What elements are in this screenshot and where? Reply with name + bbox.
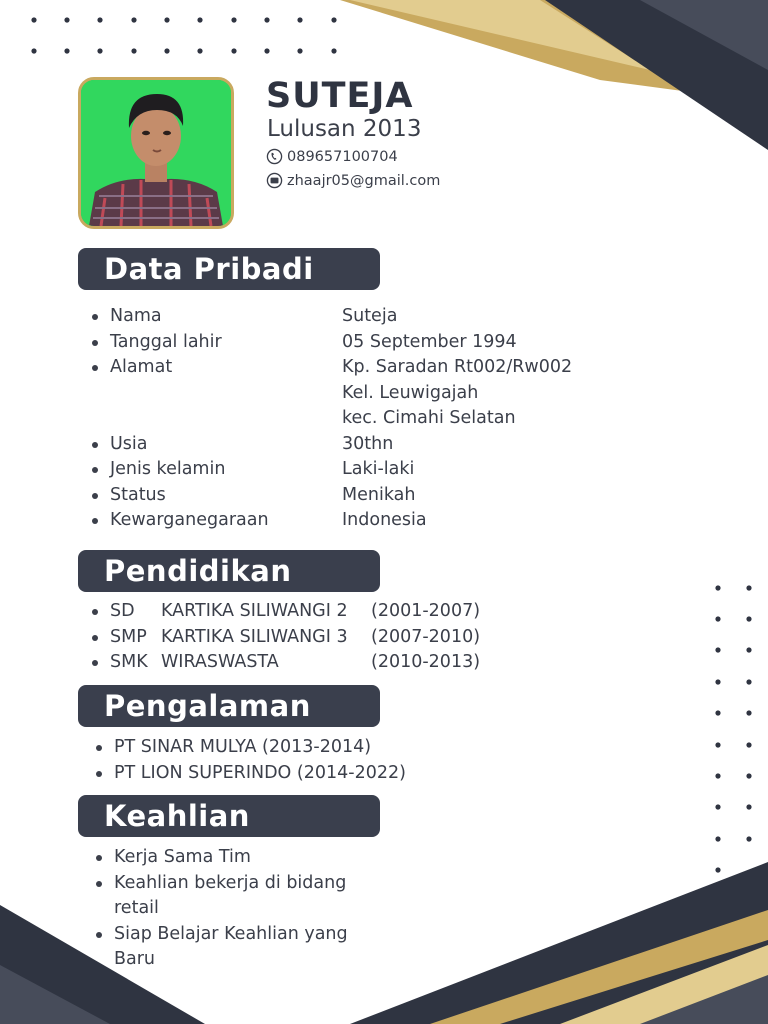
experience-list bbox=[92, 735, 406, 786]
list-item: Kerja Sama Tim bbox=[92, 845, 348, 871]
phone-row bbox=[266, 148, 398, 165]
skills-list bbox=[92, 845, 348, 973]
section-header-education: Pendidikan bbox=[78, 550, 380, 592]
list-item: SMP KARTIKA SILIWANGI 3 (2007-2010) bbox=[88, 625, 480, 651]
email-icon bbox=[266, 172, 283, 189]
list-item: Siap Belajar Keahlian yang Baru bbox=[92, 922, 348, 973]
graduation-subtitle: Lulusan 2013 bbox=[267, 116, 422, 142]
list-item: SD KARTIKA SILIWANGI 2 (2001-2007) bbox=[88, 599, 480, 625]
profile-photo bbox=[78, 77, 234, 229]
education-list bbox=[88, 599, 480, 676]
section-header-skills: Keahlian bbox=[78, 795, 380, 837]
list-item: Keahlian bekerja di bidang retail bbox=[92, 871, 348, 922]
list-item: Status Menikah bbox=[88, 483, 572, 509]
person-portrait-icon bbox=[81, 80, 231, 226]
phone-icon bbox=[266, 148, 283, 165]
email-address: zhaajr05@gmail.com bbox=[287, 172, 441, 189]
person-name: SUTEJA bbox=[266, 76, 414, 116]
list-item: Jenis kelamin Laki-laki bbox=[88, 457, 572, 483]
list-item: PT LION SUPERINDO (2014-2022) bbox=[92, 761, 406, 787]
dot-grid-top bbox=[31, 17, 336, 53]
list-item: PT SINAR MULYA (2013-2014) bbox=[92, 735, 406, 761]
email-row bbox=[266, 172, 440, 189]
list-item: SMK WIRASWASTA (2010-2013) bbox=[88, 650, 480, 676]
section-header-personal: Data Pribadi bbox=[78, 248, 380, 290]
section-header-experience: Pengalaman bbox=[78, 685, 380, 727]
list-item: Alamat Kp. Saradan Rt002/Rw002 Kel. Leuwigajah kec. Cimahi Selatan bbox=[88, 355, 572, 432]
dot-grid-right bbox=[715, 585, 751, 872]
personal-data-list bbox=[88, 304, 572, 534]
list-item: Nama Suteja bbox=[88, 304, 572, 330]
list-item: Tanggal lahir 05 September 1994 bbox=[88, 330, 572, 356]
phone-number: 089657100704 bbox=[287, 148, 398, 165]
list-item: Usia 30thn bbox=[88, 432, 572, 458]
list-item: Kewarganegaraan Indonesia bbox=[88, 508, 572, 534]
